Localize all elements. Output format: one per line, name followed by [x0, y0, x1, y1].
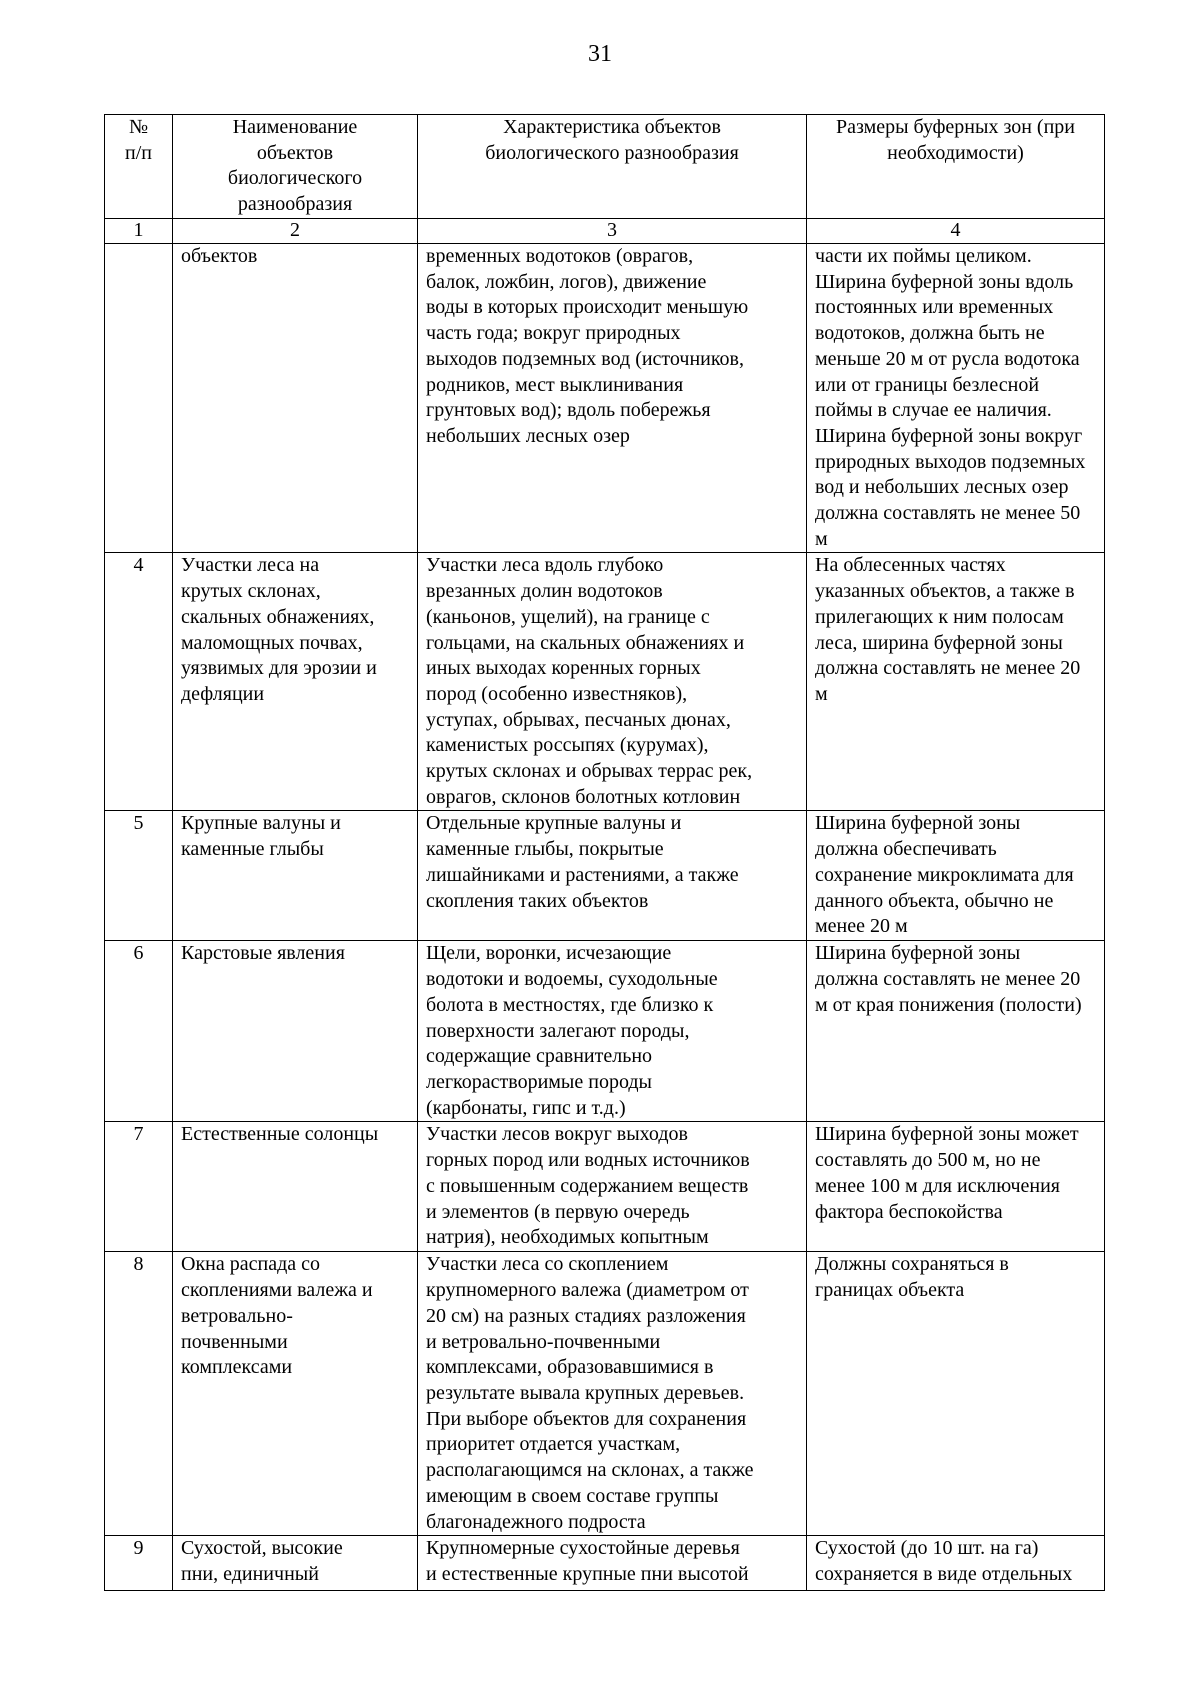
column-number-2: 2 [173, 219, 418, 244]
object-name: Участки леса на крутых склонах, скальных обнажениях, маломощных почвах, уязвимых для эрозии и дефляции [173, 553, 418, 811]
object-characteristic: Щели, воронки, исчезающие водотоки и водоемы, суходольные болота в местностях, где близко к поверхности залегают породы, содержащие сравнительно легкорастворимые породы (карбонаты, гипс и т.д.) [418, 941, 807, 1122]
header-number: № п/п [105, 115, 173, 219]
row-number: 5 [105, 811, 173, 941]
column-number-row [105, 219, 1105, 244]
table-row [105, 1252, 1105, 1536]
buffer-zones-table [104, 114, 1105, 1591]
table-row [105, 244, 1105, 553]
table-row [105, 553, 1105, 811]
object-characteristic: Крупномерные сухостойные деревья и естественные крупные пни высотой [418, 1536, 807, 1591]
object-name: Окна распада со скоплениями валежа и ветровально- почвенными комплексами [173, 1252, 418, 1536]
row-number: 7 [105, 1122, 173, 1252]
column-number-1: 1 [105, 219, 173, 244]
table-row [105, 1536, 1105, 1591]
object-characteristic: Отдельные крупные валуны и каменные глыбы, покрытые лишайниками и растениями, а также скопления таких объектов [418, 811, 807, 941]
row-number: 8 [105, 1252, 173, 1536]
row-number [105, 244, 173, 553]
buffer-zone-size: Ширина буферной зоны должна обеспечивать сохранение микроклимата для данного объекта, обычно не менее 20 м [807, 811, 1105, 941]
column-number-3: 3 [418, 219, 807, 244]
header-buffer-size: Размеры буферных зон (при необходимости) [807, 115, 1105, 219]
page-number: 31 [588, 41, 612, 67]
object-name: Карстовые явления [173, 941, 418, 1122]
table-header-row [105, 115, 1105, 219]
object-name: объектов [173, 244, 418, 553]
buffer-zone-size: Сухостой (до 10 шт. на га) сохраняется в виде отдельных [807, 1536, 1105, 1591]
buffer-zone-size: Ширина буферной зоны может составлять до 500 м, но не менее 100 м для исключения фактора беспокойства [807, 1122, 1105, 1252]
row-number: 6 [105, 941, 173, 1122]
row-number: 9 [105, 1536, 173, 1591]
table-row [105, 941, 1105, 1122]
buffer-zone-size: части их поймы целиком. Ширина буферной зоны вдоль постоянных или временных водотоков, должна быть не меньше 20 м от русла водотока или от границы безлесной поймы в случае ее наличия. Ширина буферной зоны вокруг природных выходов подземных вод и небольших лесных озер должна составлять не менее 50 м [807, 244, 1105, 553]
object-characteristic: временных водотоков (оврагов, балок, ложбин, логов), движение воды в которых происходит меньшую часть года; вокруг природных выходов подземных вод (источников, родников, мест выклинивания грунтовых вод); вдоль побережья небольших лесных озер [418, 244, 807, 553]
table-row [105, 811, 1105, 941]
table-row [105, 1122, 1105, 1252]
header-object-name: Наименование объектов биологического разнообразия [173, 115, 418, 219]
row-number: 4 [105, 553, 173, 811]
buffer-zone-size: Должны сохраняться в границах объекта [807, 1252, 1105, 1536]
column-number-4: 4 [807, 219, 1105, 244]
object-characteristic: Участки леса вдоль глубоко врезанных долин водотоков (каньонов, ущелий), на границе с гольцами, на скальных обнажениях и иных выходах коренных горных пород (особенно известняков), уступах, обрывах, песчаных дюнах, каменистых россыпях (курумах), крутых склонах и обрывах террас рек, оврагов, склонов болотных котловин [418, 553, 807, 811]
object-name: Крупные валуны и каменные глыбы [173, 811, 418, 941]
object-characteristic: Участки лесов вокруг выходов горных пород или водных источников с повышенным содержанием веществ и элементов (в первую очередь натрия), необходимых копытным [418, 1122, 807, 1252]
object-characteristic: Участки леса со скоплением крупномерного валежа (диаметром от 20 см) на разных стадиях разложения и ветровально-почвенными комплексами, образовавшимися в результате вывала крупных деревьев. При выборе объектов для сохранения приоритет отдается участкам, располагающимся на склонах, а также имеющим в своем составе группы благонадежного подроста [418, 1252, 807, 1536]
object-name: Естественные солонцы [173, 1122, 418, 1252]
object-name: Сухостой, высокие пни, единичный [173, 1536, 418, 1591]
buffer-zone-size: Ширина буферной зоны должна составлять не менее 20 м от края понижения (полости) [807, 941, 1105, 1122]
header-characteristic: Характеристика объектов биологического разнообразия [418, 115, 807, 219]
buffer-zone-size: На облесенных частях указанных объектов, а также в прилегающих к ним полосам леса, ширина буферной зоны должна составлять не менее 20 м [807, 553, 1105, 811]
